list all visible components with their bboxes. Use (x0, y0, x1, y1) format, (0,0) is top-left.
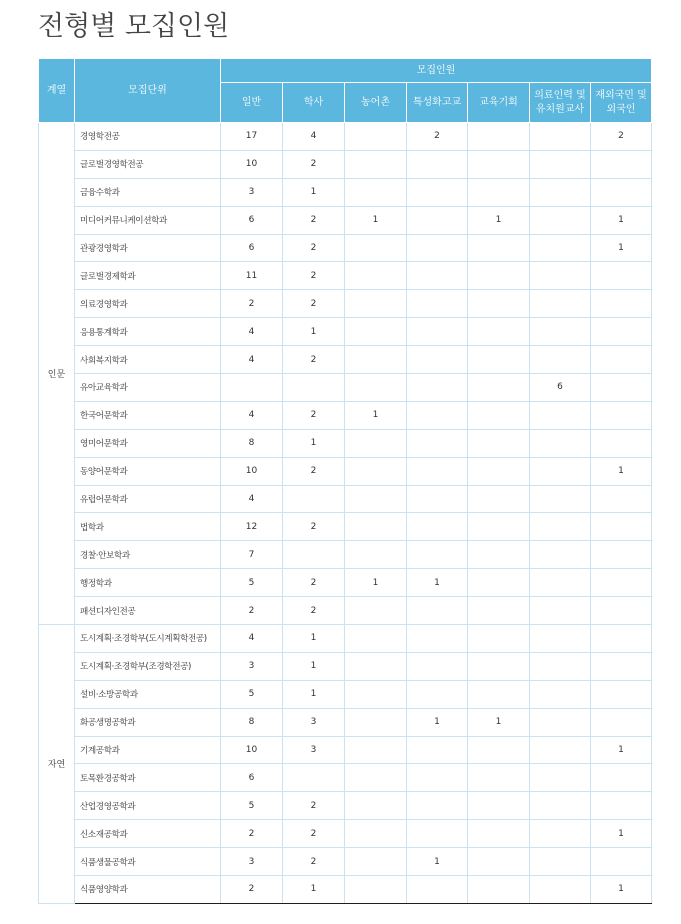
quota-cell: 1 (283, 318, 345, 346)
quota-cell (468, 541, 530, 569)
table-row (39, 346, 652, 374)
quota-cell: 17 (221, 123, 283, 151)
quota-cell (468, 848, 530, 876)
quota-cell: 7 (221, 541, 283, 569)
quota-cell: 2 (283, 206, 345, 234)
quota-cell (407, 150, 468, 178)
quota-cell (345, 290, 407, 318)
unit-cell: 경영학전공 (75, 123, 221, 151)
category-cell: 인문 (39, 123, 75, 625)
page-title: 전형별 모집인원 (38, 11, 230, 42)
unit-cell: 글로벌경영학전공 (75, 150, 221, 178)
quota-cell (530, 764, 591, 792)
quota-cell (345, 680, 407, 708)
quota-cell (591, 569, 652, 597)
unit-cell: 글로벌경제학과 (75, 262, 221, 290)
quota-cell (468, 234, 530, 262)
header-subcolumn: 농어촌 (345, 83, 407, 123)
quota-cell: 2 (283, 401, 345, 429)
unit-cell: 신소재공학과 (75, 820, 221, 848)
quota-cell (468, 178, 530, 206)
quota-cell (468, 429, 530, 457)
quota-cell (468, 652, 530, 680)
quota-cell (283, 541, 345, 569)
quota-cell (468, 736, 530, 764)
quota-cell (468, 597, 530, 625)
quota-cell (407, 680, 468, 708)
quota-cell: 2 (283, 792, 345, 820)
quota-cell (468, 485, 530, 513)
quota-cell: 10 (221, 736, 283, 764)
unit-cell: 화공생명공학과 (75, 708, 221, 736)
quota-cell (530, 625, 591, 653)
table-body (39, 123, 652, 904)
quota-cell: 5 (221, 569, 283, 597)
table-row (39, 290, 652, 318)
header-subcolumn: 재외국민 및 외국인 (591, 83, 652, 123)
table-row (39, 262, 652, 290)
quota-cell: 1 (345, 206, 407, 234)
quota-cell (407, 178, 468, 206)
quota-cell (530, 513, 591, 541)
quota-cell: 1 (468, 708, 530, 736)
quota-cell (407, 792, 468, 820)
quota-cell (591, 485, 652, 513)
quota-cell: 2 (283, 262, 345, 290)
table-row (39, 150, 652, 178)
quota-cell (468, 569, 530, 597)
quota-cell (468, 792, 530, 820)
quota-cell: 4 (221, 625, 283, 653)
unit-cell: 법학과 (75, 513, 221, 541)
quota-cell (591, 290, 652, 318)
unit-cell: 기계공학과 (75, 736, 221, 764)
quota-cell: 3 (221, 178, 283, 206)
table-row (39, 541, 652, 569)
quota-cell (468, 680, 530, 708)
quota-cell (345, 792, 407, 820)
table-row (39, 206, 652, 234)
unit-cell: 토목환경공학과 (75, 764, 221, 792)
quota-cell (407, 401, 468, 429)
unit-cell: 사회복지학과 (75, 346, 221, 374)
quota-cell (345, 820, 407, 848)
quota-cell (530, 429, 591, 457)
quota-cell (468, 262, 530, 290)
quota-cell (283, 374, 345, 402)
quota-cell (407, 597, 468, 625)
quota-cell: 4 (221, 401, 283, 429)
quota-cell (345, 123, 407, 151)
quota-cell: 8 (221, 708, 283, 736)
quota-cell: 6 (221, 206, 283, 234)
quota-cell (591, 625, 652, 653)
header-subcolumn: 일반 (221, 83, 283, 123)
quota-cell (345, 262, 407, 290)
quota-cell: 2 (221, 597, 283, 625)
quota-cell: 1 (283, 429, 345, 457)
table-row (39, 820, 652, 848)
quota-cell (345, 708, 407, 736)
quota-cell: 1 (591, 234, 652, 262)
quota-cell (345, 318, 407, 346)
quota-cell (530, 569, 591, 597)
unit-cell: 미디어커뮤니케이션학과 (75, 206, 221, 234)
unit-cell: 동양어문학과 (75, 457, 221, 485)
quota-cell: 5 (221, 792, 283, 820)
quota-cell (345, 513, 407, 541)
table-row (39, 569, 652, 597)
quota-cell (591, 680, 652, 708)
quota-cell: 1 (468, 206, 530, 234)
quota-cell: 4 (221, 318, 283, 346)
quota-cell (345, 764, 407, 792)
quota-cell: 2 (283, 457, 345, 485)
quota-cell: 2 (221, 820, 283, 848)
table-row (39, 485, 652, 513)
header-unit: 모집단위 (75, 59, 221, 123)
quota-cell (283, 764, 345, 792)
quota-cell (591, 541, 652, 569)
quota-cell (530, 597, 591, 625)
header-category: 계열 (39, 59, 75, 123)
admission-quota-table (38, 58, 652, 904)
quota-cell (530, 346, 591, 374)
quota-cell (530, 876, 591, 904)
quota-cell (468, 346, 530, 374)
quota-cell: 3 (283, 708, 345, 736)
quota-cell (530, 541, 591, 569)
quota-cell (591, 262, 652, 290)
quota-cell: 4 (283, 123, 345, 151)
quota-cell (345, 150, 407, 178)
quota-cell (591, 150, 652, 178)
quota-cell (530, 123, 591, 151)
quota-cell (468, 625, 530, 653)
quota-cell (407, 429, 468, 457)
quota-cell (530, 290, 591, 318)
table-row (39, 876, 652, 904)
table-row (39, 401, 652, 429)
quota-cell (530, 708, 591, 736)
quota-cell: 1 (283, 625, 345, 653)
quota-cell: 5 (221, 680, 283, 708)
quota-cell (345, 597, 407, 625)
unit-cell: 응용통계학과 (75, 318, 221, 346)
quota-cell (591, 178, 652, 206)
quota-cell (345, 457, 407, 485)
quota-cell (407, 206, 468, 234)
table-row (39, 848, 652, 876)
quota-cell (345, 234, 407, 262)
quota-cell (345, 876, 407, 904)
unit-cell: 관광경영학과 (75, 234, 221, 262)
unit-cell: 설비·소방공학과 (75, 680, 221, 708)
quota-cell (345, 485, 407, 513)
quota-cell (530, 680, 591, 708)
quota-cell: 6 (530, 374, 591, 402)
quota-cell: 3 (221, 652, 283, 680)
quota-cell (468, 290, 530, 318)
quota-cell (530, 792, 591, 820)
unit-cell: 금융수학과 (75, 178, 221, 206)
header-subcolumn: 의료인력 및 유치원교사 (530, 83, 591, 123)
unit-cell: 의료경영학과 (75, 290, 221, 318)
quota-cell (345, 848, 407, 876)
quota-cell (407, 262, 468, 290)
quota-cell: 1 (283, 876, 345, 904)
unit-cell: 도시계획·조경학부(조경학전공) (75, 652, 221, 680)
quota-cell: 2 (283, 848, 345, 876)
table-row (39, 429, 652, 457)
table-row (39, 764, 652, 792)
quota-cell (530, 652, 591, 680)
quota-cell (407, 318, 468, 346)
quota-cell: 6 (221, 764, 283, 792)
table-row (39, 680, 652, 708)
quota-cell (530, 457, 591, 485)
quota-cell (591, 764, 652, 792)
quota-cell (345, 652, 407, 680)
quota-cell (407, 346, 468, 374)
quota-cell (468, 457, 530, 485)
quota-cell: 2 (283, 346, 345, 374)
quota-cell (345, 374, 407, 402)
quota-cell (407, 820, 468, 848)
quota-cell (407, 485, 468, 513)
unit-cell: 유럽어문학과 (75, 485, 221, 513)
quota-cell: 1 (591, 206, 652, 234)
quota-cell (407, 374, 468, 402)
quota-cell: 2 (283, 150, 345, 178)
quota-cell (591, 346, 652, 374)
table-row (39, 625, 652, 653)
quota-cell: 2 (221, 876, 283, 904)
quota-cell (530, 820, 591, 848)
quota-cell (345, 541, 407, 569)
quota-cell: 2 (283, 234, 345, 262)
quota-cell: 1 (591, 457, 652, 485)
unit-cell: 영미어문학과 (75, 429, 221, 457)
quota-cell (407, 513, 468, 541)
quota-cell (407, 457, 468, 485)
quota-cell (591, 597, 652, 625)
table-row (39, 234, 652, 262)
unit-cell: 산업경영공학과 (75, 792, 221, 820)
table-row (39, 597, 652, 625)
quota-cell: 1 (283, 680, 345, 708)
unit-cell: 유아교육학과 (75, 374, 221, 402)
quota-cell (407, 625, 468, 653)
quota-cell (530, 262, 591, 290)
quota-cell: 2 (283, 820, 345, 848)
quota-cell: 6 (221, 234, 283, 262)
quota-cell: 2 (221, 290, 283, 318)
quota-cell (283, 485, 345, 513)
quota-cell (530, 401, 591, 429)
unit-cell: 한국어문학과 (75, 401, 221, 429)
quota-cell (345, 429, 407, 457)
quota-cell (345, 625, 407, 653)
quota-cell: 4 (221, 346, 283, 374)
category-cell: 자연 (39, 625, 75, 904)
quota-cell (530, 206, 591, 234)
unit-cell: 행정학과 (75, 569, 221, 597)
quota-cell (591, 848, 652, 876)
unit-cell: 식품생물공학과 (75, 848, 221, 876)
quota-cell: 2 (407, 123, 468, 151)
quota-cell (591, 513, 652, 541)
quota-cell (468, 374, 530, 402)
header-subcolumn: 학사 (283, 83, 345, 123)
quota-cell: 3 (221, 848, 283, 876)
unit-cell: 패션디자인전공 (75, 597, 221, 625)
quota-cell: 1 (283, 652, 345, 680)
quota-cell (407, 541, 468, 569)
quota-cell: 11 (221, 262, 283, 290)
quota-cell: 3 (283, 736, 345, 764)
quota-cell (407, 764, 468, 792)
quota-cell: 2 (283, 290, 345, 318)
quota-cell: 2 (283, 569, 345, 597)
quota-cell: 1 (591, 876, 652, 904)
quota-cell: 2 (283, 513, 345, 541)
quota-cell: 12 (221, 513, 283, 541)
quota-cell: 4 (221, 485, 283, 513)
quota-cell (345, 346, 407, 374)
quota-cell: 1 (407, 708, 468, 736)
quota-cell (530, 234, 591, 262)
quota-cell (468, 150, 530, 178)
quota-cell (468, 513, 530, 541)
quota-cell (591, 792, 652, 820)
table-row (39, 792, 652, 820)
quota-cell (407, 876, 468, 904)
quota-cell (530, 848, 591, 876)
quota-cell: 1 (591, 820, 652, 848)
quota-cell: 1 (591, 736, 652, 764)
quota-cell (591, 429, 652, 457)
quota-cell (530, 736, 591, 764)
quota-cell (591, 374, 652, 402)
quota-cell: 1 (345, 569, 407, 597)
quota-cell (468, 318, 530, 346)
quota-cell (530, 150, 591, 178)
table-row (39, 123, 652, 151)
quota-cell (345, 178, 407, 206)
table-row (39, 736, 652, 764)
quota-cell: 10 (221, 150, 283, 178)
quota-cell: 2 (283, 597, 345, 625)
header-subcolumn: 교육기회 (468, 83, 530, 123)
quota-cell (468, 876, 530, 904)
quota-cell (591, 652, 652, 680)
table-row (39, 457, 652, 485)
header-quota-group: 모집인원 (221, 59, 652, 83)
quota-cell (407, 290, 468, 318)
quota-cell (345, 736, 407, 764)
quota-cell (591, 318, 652, 346)
quota-cell (407, 652, 468, 680)
quota-cell: 1 (407, 848, 468, 876)
header-subcolumn: 특성화고교 (407, 83, 468, 123)
quota-cell (407, 736, 468, 764)
quota-cell (468, 401, 530, 429)
table-row (39, 318, 652, 346)
quota-cell: 2 (591, 123, 652, 151)
quota-cell (530, 318, 591, 346)
quota-cell: 8 (221, 429, 283, 457)
quota-cell (468, 764, 530, 792)
table-row (39, 178, 652, 206)
quota-cell: 1 (283, 178, 345, 206)
quota-cell (221, 374, 283, 402)
quota-cell (468, 123, 530, 151)
quota-cell: 1 (407, 569, 468, 597)
quota-cell (468, 820, 530, 848)
quota-cell (530, 178, 591, 206)
quota-cell (591, 401, 652, 429)
quota-cell: 1 (345, 401, 407, 429)
quota-cell (530, 485, 591, 513)
quota-cell (591, 708, 652, 736)
table-row (39, 652, 652, 680)
unit-cell: 경찰·안보학과 (75, 541, 221, 569)
unit-cell: 도시계획·조경학부(도시계획학전공) (75, 625, 221, 653)
table-row (39, 374, 652, 402)
table-row (39, 513, 652, 541)
quota-cell: 10 (221, 457, 283, 485)
unit-cell: 식품영양학과 (75, 876, 221, 904)
table-row (39, 708, 652, 736)
quota-cell (407, 234, 468, 262)
admission-table-container (38, 58, 651, 904)
